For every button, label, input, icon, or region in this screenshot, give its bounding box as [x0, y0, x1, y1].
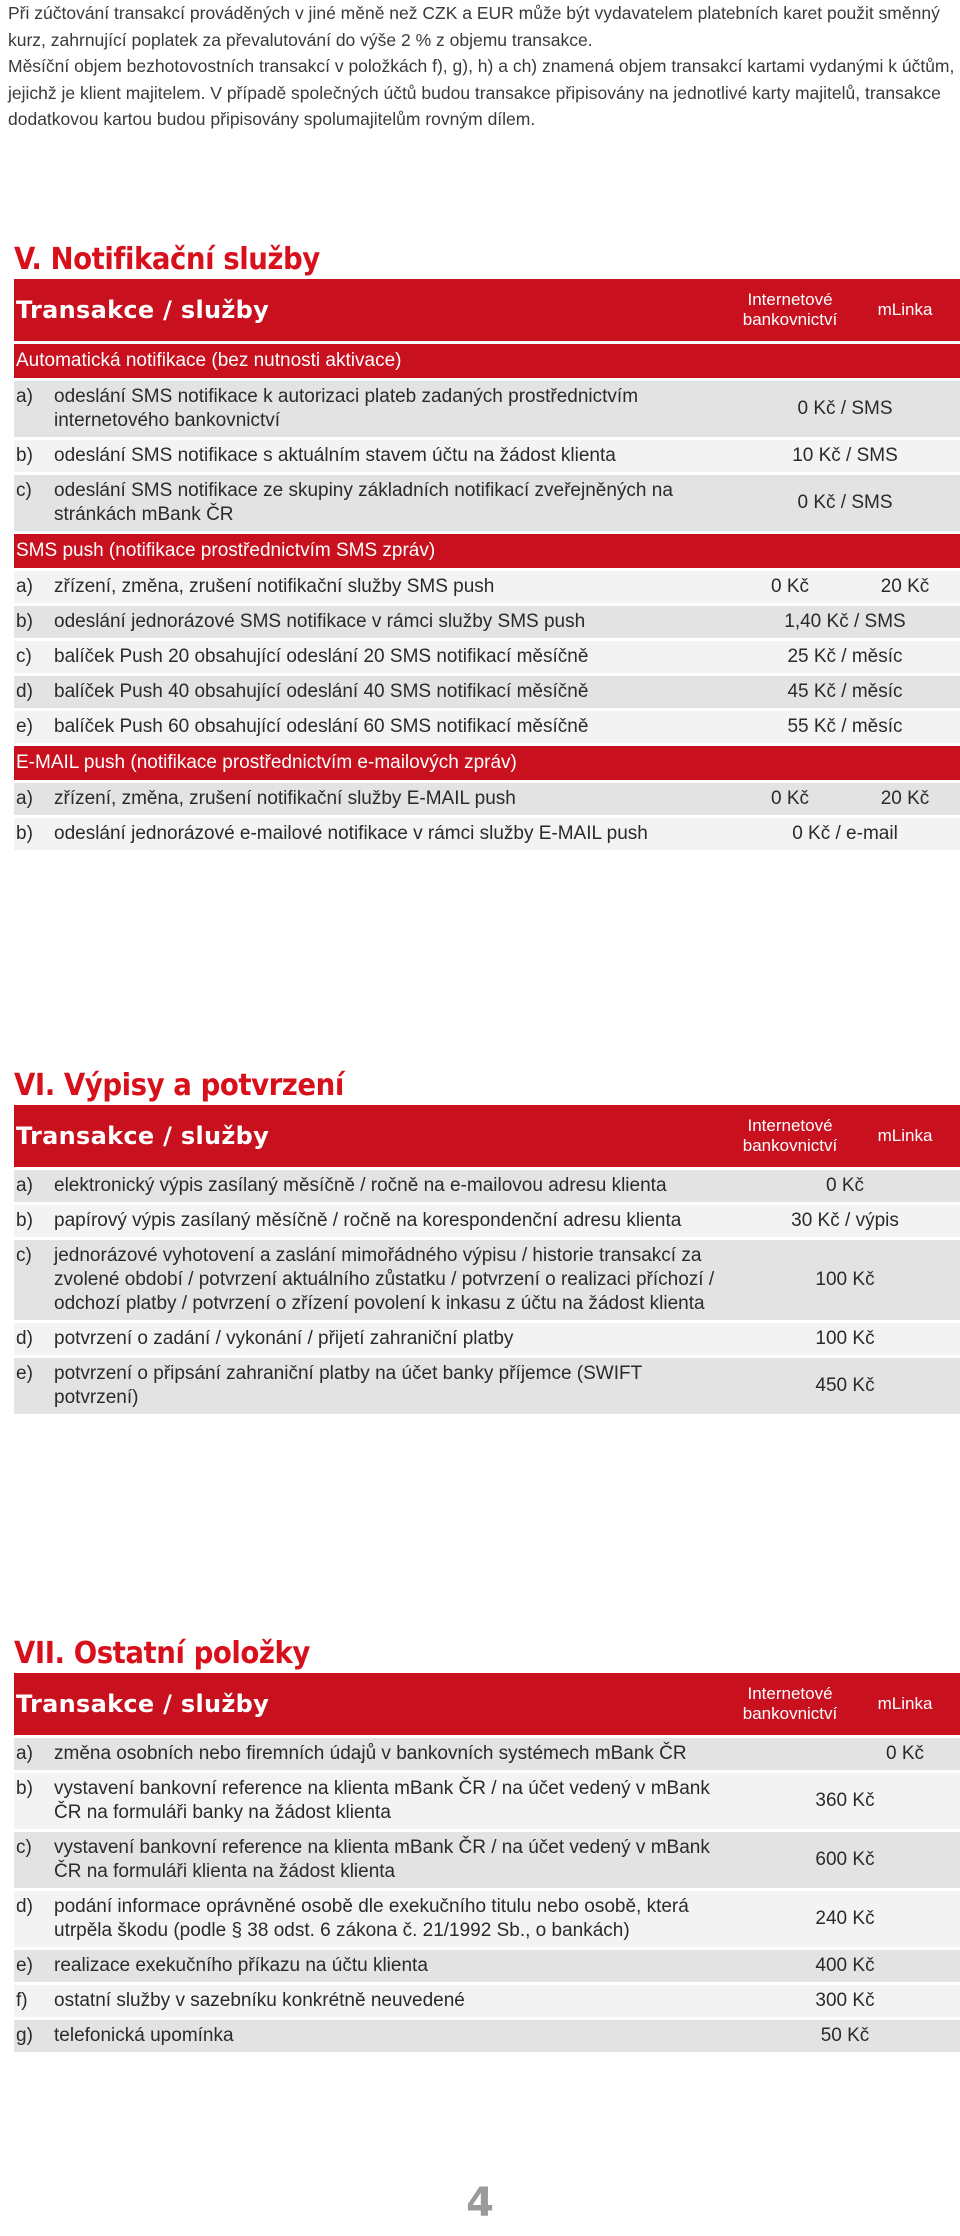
row-price: 25 Kč / měsíc: [787, 646, 903, 667]
row-label: f): [16, 1990, 28, 2011]
table-row: [14, 641, 960, 673]
table-row: [14, 1891, 960, 1947]
row-text: [14, 1773, 730, 1829]
row-price-mlinka: 20 Kč: [880, 788, 930, 809]
row-text: [14, 818, 730, 850]
row-text: [14, 1985, 730, 2017]
row-price-mlinka: 0 Kč: [885, 1743, 925, 1764]
section-notifications: [14, 242, 960, 850]
table-row: [14, 1205, 960, 1237]
table-row: [14, 711, 960, 743]
row-text: [14, 440, 730, 472]
table-row: [14, 381, 960, 437]
table-row: [14, 475, 960, 531]
row-text: [14, 571, 730, 603]
row-label: d): [16, 1896, 33, 1917]
row-description: zřízení, změna, zrušení notifikační služby SMS push: [54, 576, 495, 597]
header-mlinka: mLinka: [877, 1126, 933, 1145]
row-text: [14, 1832, 730, 1888]
row-description: jednorázové vyhotovení a zaslání mimořádného výpisu / historie transakcí za zvolené období / potvrzení aktuálního zůstatku / potvrzení o realizaci příchozí / odchozí platby / potvrzení o zřízení povolení k inkasu z účtu na žádost klienta: [54, 1245, 715, 1314]
row-price-mlinka: 20 Kč: [880, 576, 930, 597]
header-internet-banking: Internetové bankovnictví: [742, 290, 838, 329]
row-description: podání informace oprávněné osobě dle exekučního titulu nebo osobě, která utrpěla škodu (podle § 38 odst. 6 zákona č. 21/1992 Sb., o bankách): [54, 1896, 689, 1941]
row-label: a): [16, 386, 33, 407]
row-price: 45 Kč / měsíc: [787, 681, 903, 702]
row-text: [14, 381, 730, 437]
row-description: balíček Push 60 obsahující odeslání 60 SMS notifikací měsíčně: [54, 716, 589, 737]
intro-paragraph-1: Při zúčtování transakcí prováděných v jiné měně než CZK a EUR může být vydavatelem platebních karet použit směnný kurz, zahrnující poplatek za převalutování do výše 2 % z objemu transakce.: [8, 3, 940, 50]
row-text: [14, 783, 730, 815]
row-label: c): [16, 646, 32, 667]
row-description: změna osobních nebo firemních údajů v bankovních systémech mBank ČR: [54, 1743, 687, 1764]
row-label: a): [16, 788, 33, 809]
row-text: [14, 1738, 730, 1770]
row-description: realizace exekučního příkazu na účtu klienta: [54, 1955, 428, 1976]
row-description: telefonická upomínka: [54, 2025, 234, 2046]
row-label: b): [16, 1210, 33, 1231]
row-price: 300 Kč: [815, 1990, 875, 2011]
row-description: zřízení, změna, zrušení notifikační služby E-MAIL push: [54, 788, 516, 809]
row-price-internet: 0 Kč: [770, 576, 810, 597]
header-mlinka: mLinka: [877, 300, 933, 319]
row-description: odeslání jednorázové e-mailové notifikace v rámci služby E-MAIL push: [54, 823, 648, 844]
row-text: [14, 1240, 730, 1320]
row-price: 1,40 Kč / SMS: [784, 611, 906, 632]
row-text: [14, 1891, 730, 1947]
header-services: Transakce / služby: [16, 296, 270, 324]
table-row: [14, 1773, 960, 1829]
table-row: [14, 440, 960, 472]
row-label: b): [16, 611, 33, 632]
row-text: [14, 606, 730, 638]
row-label: a): [16, 576, 33, 597]
row-text: [14, 1205, 730, 1237]
row-label: a): [16, 1175, 33, 1196]
row-price: 0 Kč / SMS: [797, 492, 893, 513]
table-row: [14, 1170, 960, 1202]
row-label: b): [16, 445, 33, 466]
subsection-header: E-MAIL push (notifikace prostřednictvím e-mailových zpráv): [14, 746, 960, 780]
row-description: odeslání SMS notifikace ze skupiny základních notifikací zveřejněných na stránkách mBank ČR: [54, 480, 673, 525]
row-text: [14, 1170, 730, 1202]
table-row: [14, 1240, 960, 1320]
section-title: VI. Výpisy a potvrzení: [14, 1068, 344, 1103]
intro-text: [8, 0, 956, 133]
row-text: [14, 1950, 730, 1982]
section-other-items: [14, 1636, 960, 2052]
row-price: 100 Kč: [815, 1269, 875, 1290]
row-description: elektronický výpis zasílaný měsíčně / ročně na e-mailovou adresu klienta: [54, 1175, 667, 1196]
row-description: balíček Push 20 obsahující odeslání 20 SMS notifikací měsíčně: [54, 646, 589, 667]
table-header: [14, 1673, 960, 1735]
row-description: odeslání SMS notifikace k autorizaci plateb zadaných prostřednictvím internetového bankovnictví: [54, 386, 639, 431]
page-number: 4: [466, 2180, 494, 2226]
row-text: [14, 2020, 730, 2052]
table-row: [14, 571, 960, 603]
table-header: [14, 1105, 960, 1167]
row-description: papírový výpis zasílaný měsíčně / ročně na korespondenční adresu klienta: [54, 1210, 682, 1231]
row-label: c): [16, 1837, 32, 1858]
row-text: [14, 676, 730, 708]
section-statements: [14, 1068, 960, 1414]
table-row: [14, 783, 960, 815]
table-row: [14, 818, 960, 850]
row-price: 30 Kč / výpis: [791, 1210, 899, 1231]
row-price-internet: 0 Kč: [770, 788, 810, 809]
row-price: 360 Kč: [815, 1790, 875, 1811]
table-row: [14, 1358, 960, 1414]
row-price: 0 Kč / e-mail: [792, 823, 898, 844]
row-price: 240 Kč: [815, 1908, 875, 1929]
table-row: [14, 1323, 960, 1355]
row-price: 55 Kč / měsíc: [787, 716, 903, 737]
table-row: [14, 606, 960, 638]
row-text: [14, 1358, 730, 1414]
header-mlinka: mLinka: [877, 1694, 933, 1713]
row-label: e): [16, 716, 33, 737]
row-description: balíček Push 40 obsahující odeslání 40 SMS notifikací měsíčně: [54, 681, 589, 702]
row-description: potvrzení o zadání / vykonání / přijetí zahraniční platby: [54, 1328, 514, 1349]
table-header: [14, 279, 960, 341]
row-price: 450 Kč: [815, 1375, 875, 1396]
subsection-header: Automatická notifikace (bez nutnosti aktivace): [14, 344, 960, 378]
row-price: 10 Kč / SMS: [792, 445, 898, 466]
row-price: 50 Kč: [820, 2025, 870, 2046]
section-title: VII. Ostatní položky: [14, 1636, 310, 1671]
row-text: [14, 475, 730, 531]
row-description: vystavení bankovní reference na klienta mBank ČR / na účet vedený v mBank ČR na formuláři klienta na žádost klienta: [54, 1837, 710, 1882]
header-services: Transakce / služby: [16, 1122, 270, 1150]
table-row: [14, 1832, 960, 1888]
row-label: d): [16, 681, 33, 702]
table-row: [14, 1738, 960, 1770]
section-title: V. Notifikační služby: [14, 242, 320, 277]
row-description: potvrzení o připsání zahraniční platby na účet banky příjemce (SWIFT potvrzení): [54, 1363, 642, 1408]
header-internet-banking: Internetové bankovnictví: [742, 1116, 838, 1155]
header-services: Transakce / služby: [16, 1690, 270, 1718]
row-price: 600 Kč: [815, 1849, 875, 1870]
row-label: c): [16, 480, 32, 501]
row-label: b): [16, 823, 33, 844]
intro-paragraph-2: Měsíční objem bezhotovostních transakcí v položkách f), g), h) a ch) znamená objem transakcí kartami vydanými k účtům, jejichž je klient majitelem. V případě společných účtů budou transakce připisovány na jednotlivé karty majitelů, transakce dodatkovou kartou budou připisovány spolumajitelům rovným dílem.: [8, 56, 955, 129]
row-description: odeslání jednorázové SMS notifikace v rámci služby SMS push: [54, 611, 586, 632]
row-description: vystavení bankovní reference na klienta mBank ČR / na účet vedený v mBank ČR na formuláři banky na žádost klienta: [54, 1778, 710, 1823]
table-row: [14, 1985, 960, 2017]
table-row: [14, 1950, 960, 1982]
row-label: a): [16, 1743, 33, 1764]
subsection-header: SMS push (notifikace prostřednictvím SMS zpráv): [14, 534, 960, 568]
row-label: e): [16, 1363, 33, 1384]
row-price: 100 Kč: [815, 1328, 875, 1349]
row-text: [14, 641, 730, 673]
row-text: [14, 711, 730, 743]
table-row: [14, 676, 960, 708]
row-price: 400 Kč: [815, 1955, 875, 1976]
header-internet-banking: Internetové bankovnictví: [742, 1684, 838, 1723]
table-row: [14, 2020, 960, 2052]
row-description: odeslání SMS notifikace s aktuálním stavem účtu na žádost klienta: [54, 445, 616, 466]
row-price: 0 Kč / SMS: [797, 398, 893, 419]
row-price: 0 Kč: [825, 1175, 865, 1196]
row-description: ostatní služby v sazebníku konkrétně neuvedené: [54, 1990, 465, 2011]
row-label: b): [16, 1778, 33, 1799]
row-label: d): [16, 1328, 33, 1349]
row-label: c): [16, 1245, 32, 1266]
row-text: [14, 1323, 730, 1355]
row-label: e): [16, 1955, 33, 1976]
row-label: g): [16, 2025, 33, 2046]
